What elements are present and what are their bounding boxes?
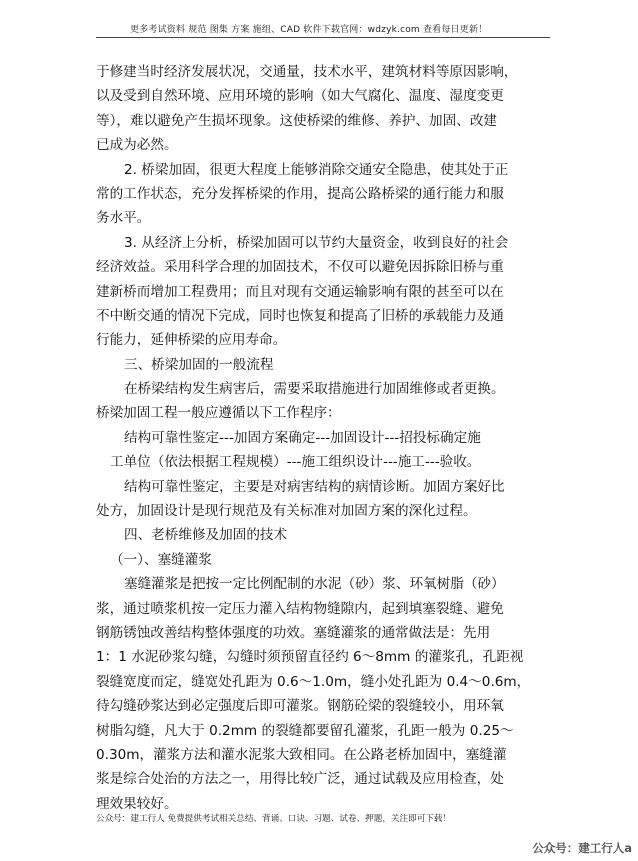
text-line: 2. 桥梁加固，很更大程度上能够消除交通安全隐患，使其处于正: [124, 161, 509, 178]
text-line: 结构可靠性鉴定---加固方案确定---加固设计---招投标确定施: [124, 429, 481, 446]
text-line: 务水平。: [96, 210, 151, 227]
text-line: 3. 从经济上分析，桥梁加固可以节约大量资金，收到良好的社会: [124, 234, 509, 251]
watermark: 公众号：建工行人a: [532, 841, 632, 855]
text-line: 钢筋锈蚀改善结构整体强度的功效。塞缝灌浆的通常做法是：先用: [96, 624, 491, 641]
text-line: 不中断交通的情况下完成，同时也恢复和提高了旧桥的承载能力及通: [96, 307, 504, 324]
page-header: 更多考试资料 规范 图集 方案 施组、CAD 软件下载官网：wdzyk.com 查看每日更新！: [130, 25, 488, 35]
text-line: 裂缝宽度而定，缝宽处孔距为 0.6～1.0m，缝小处孔距为 0.4～0.6m，: [96, 673, 531, 690]
text-line: 浆，通过喷浆机按一定压力灌入结构物缝隙内，起到填塞裂缝、避免: [96, 600, 504, 617]
header-divider: [96, 37, 550, 38]
text-line: 工单位（依法根据工程规模）---施工组织设计---施工---验收。: [110, 454, 481, 471]
text-line: 桥梁加固工程一般应遵循以下工作程序：: [96, 405, 341, 422]
text-line: 浆是综合处治的方法之一，用得比较广泛，通过试载及应用检查，处: [96, 771, 504, 788]
text-line: （一）、塞缝灌浆: [110, 551, 212, 568]
text-line: 四、老桥维修及加固的技术: [124, 527, 288, 544]
text-line: 待勾缝砂浆达到必定强度后即可灌浆。钢筋砼梁的裂缝较小，用环氧: [96, 698, 504, 715]
text-line: 以及受到自然环境、应用环境的影响（如大气腐化、温度、湿度变更: [96, 88, 504, 105]
text-line: 1：1 水泥砂浆勾缝，勾缝时须预留直径约 6～8mm 的灌浆孔，孔距视: [96, 649, 524, 666]
text-line: 经济效益。采用科学合理的加固技术，不仅可以避免因拆除旧桥与重: [96, 259, 504, 276]
text-line: 已成为必然。: [96, 137, 178, 154]
text-line: 建新桥而增加工程费用；而且对现有交通运输影响有限的甚至可以在: [96, 283, 504, 300]
text-line: 塞缝灌浆是把按一定比例配制的水泥（砂）浆、环氧树脂（砂）: [124, 576, 505, 593]
text-line: 0.30m，灌浆方法和灌水泥浆大致相同。在公路老桥加固中，塞缝灌: [96, 746, 507, 763]
text-line: 理效果较好。: [96, 795, 178, 812]
text-line: 在桥梁结构发生病害后，需要采取措施进行加固维修或者更换。: [124, 381, 505, 398]
text-line: 三、桥梁加固的一般流程: [124, 356, 274, 373]
text-line: 于修建当时经济发展状况，交通量，技术水平，建筑材料等原因影响，: [96, 64, 518, 80]
text-line: 处方，加固设计是现行规范及有关标准对加固方案的深化过程。: [96, 503, 477, 520]
text-line: 结构可靠性鉴定，主要是对病害结构的病情诊断。加固方案好比: [124, 478, 505, 495]
text-line: 常的工作状态，充分发挥桥梁的作用，提高公路桥梁的通行能力和服: [96, 185, 504, 202]
text-line: 等），难以避免产生损坏现象。这使桥梁的维修、养护、加固、改建: [96, 112, 498, 129]
text-line: 树脂勾缝，凡大于 0.2mm 的裂缝都要留孔灌浆，孔距一般为 0.25～: [96, 722, 514, 739]
body-text: [96, 60, 554, 816]
text-line: 行能力，延伸桥梁的应用寿命。: [96, 332, 287, 349]
page-footer: 公众号：建工行人 免费提供考试相关总结、背诵、口诀、习题、试卷、押题，关注即可下载！: [96, 814, 452, 824]
